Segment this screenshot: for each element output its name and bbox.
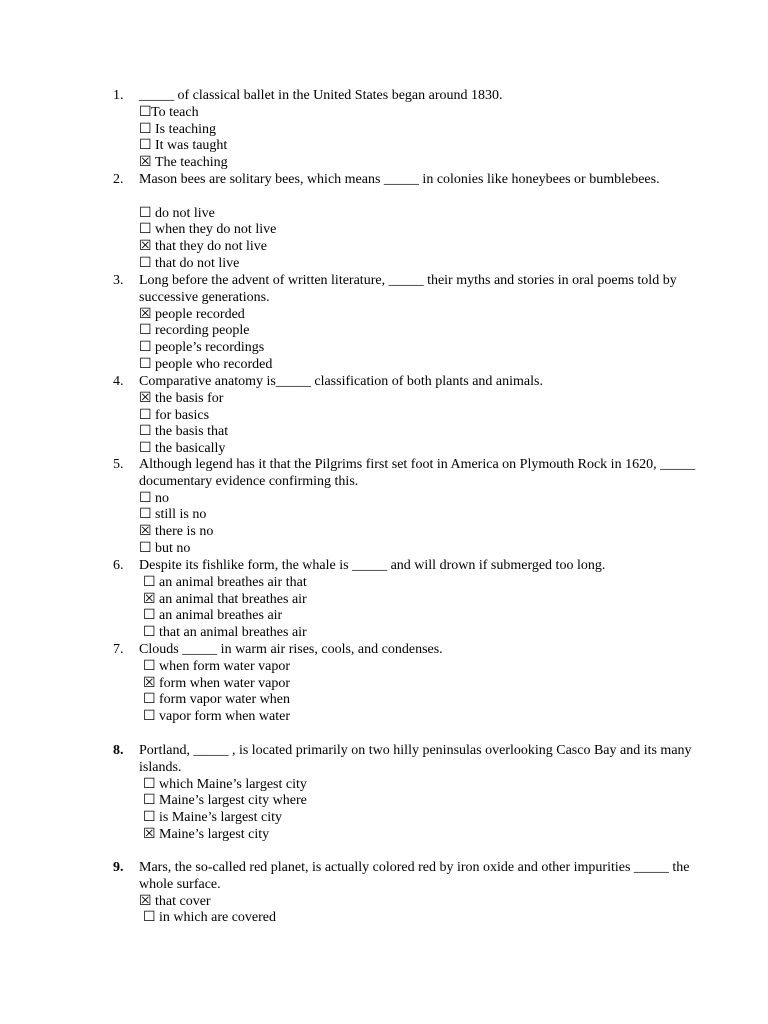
option-list — [139, 307, 272, 374]
option-label: that an animal breathes air — [159, 625, 307, 641]
checkbox-icon[interactable]: ☐ — [143, 692, 156, 708]
checkbox-icon[interactable]: ☐ — [139, 340, 152, 356]
option-list — [139, 206, 276, 273]
option[interactable] — [143, 625, 307, 642]
checkbox-icon[interactable]: ☐ — [139, 138, 152, 154]
checkbox-icon[interactable]: ☐ — [139, 205, 152, 221]
checkbox-icon[interactable]: ☐ — [139, 490, 152, 506]
question-text: Mason bees are solitary bees, which means _____ in colonies like honeybees or bumblebees. — [139, 172, 660, 187]
option-label: when form water vapor — [159, 658, 291, 674]
option-list — [143, 659, 290, 726]
option[interactable] — [143, 608, 307, 625]
option-label: form when water vapor — [159, 675, 291, 691]
question-text: Long before the advent of written literature, _____ their myths and stories in oral poems told by successive generations. — [139, 273, 677, 305]
question-number: 3. — [113, 273, 124, 288]
option-label: Maine’s largest city — [159, 826, 270, 842]
option-label: vapor form when water — [159, 709, 291, 725]
option[interactable] — [139, 524, 213, 541]
question-number: 5. — [113, 457, 124, 472]
checked-checkbox-icon[interactable]: ☒ — [139, 306, 152, 322]
option[interactable] — [139, 541, 213, 558]
checkbox-icon[interactable]: ☐ — [139, 323, 152, 339]
checkbox-icon[interactable]: ☐ — [139, 104, 152, 120]
option-label: people’s recordings — [155, 340, 265, 356]
checked-checkbox-icon[interactable]: ☒ — [139, 524, 152, 540]
question-text: Despite its fishlike form, the whale is _____ and will drown if submerged too long. — [139, 558, 606, 573]
option[interactable] — [139, 222, 276, 239]
option-label: the basis that — [155, 424, 229, 440]
option[interactable] — [139, 357, 272, 374]
option[interactable] — [143, 575, 307, 592]
checked-checkbox-icon[interactable]: ☒ — [139, 390, 152, 406]
option-label: that they do not live — [155, 239, 267, 255]
checkbox-icon[interactable]: ☐ — [139, 222, 152, 238]
checked-checkbox-icon[interactable]: ☒ — [143, 826, 156, 842]
option[interactable] — [143, 692, 290, 709]
option-label: form vapor water when — [159, 692, 291, 708]
option-label: The teaching — [155, 155, 228, 171]
option-list — [139, 894, 276, 928]
option-label: people who recorded — [155, 356, 273, 372]
checkbox-icon[interactable]: ☐ — [139, 407, 152, 423]
question-text: Although legend has it that the Pilgrims first set foot in America on Plymouth Rock in 1620, _____ documentary evidence confirming this. — [139, 457, 696, 489]
option[interactable] — [139, 122, 228, 139]
option-label: no — [155, 490, 169, 506]
option-label: for basics — [155, 407, 210, 423]
checkbox-icon[interactable]: ☐ — [139, 507, 152, 523]
option-label: in which are covered — [159, 910, 276, 926]
option[interactable] — [139, 424, 228, 441]
checkbox-icon[interactable]: ☐ — [139, 356, 152, 372]
question-text: Portland, _____ , is located primarily on two hilly peninsulas overlooking Casco Bay and its many islands. — [139, 743, 692, 775]
checkbox-icon[interactable]: ☐ — [143, 608, 156, 624]
option-label: recording people — [155, 323, 250, 339]
option[interactable] — [139, 491, 213, 508]
option[interactable] — [143, 676, 290, 693]
option-label: Maine’s largest city where — [159, 793, 307, 809]
option-label: an animal that breathes air — [159, 591, 307, 607]
option-label: when they do not live — [155, 222, 277, 238]
option-label: people recorded — [155, 306, 245, 322]
option-label: an animal breathes air that — [159, 574, 307, 590]
checked-checkbox-icon[interactable]: ☒ — [139, 239, 152, 255]
checkbox-icon[interactable]: ☐ — [143, 658, 156, 674]
checkbox-icon[interactable]: ☐ — [143, 625, 156, 641]
option[interactable] — [143, 592, 307, 609]
option[interactable] — [143, 659, 290, 676]
option[interactable] — [139, 256, 276, 273]
option[interactable] — [139, 323, 272, 340]
checkbox-icon[interactable]: ☐ — [143, 910, 156, 926]
option-list — [139, 491, 213, 558]
option[interactable] — [143, 810, 307, 827]
option[interactable] — [139, 340, 272, 357]
option-list — [139, 391, 228, 458]
option-label: there is no — [155, 524, 214, 540]
checked-checkbox-icon[interactable]: ☒ — [139, 893, 152, 909]
option[interactable] — [139, 155, 228, 172]
option-label: is Maine’s largest city — [159, 810, 282, 826]
option-label: the basis for — [155, 390, 224, 406]
option[interactable] — [139, 138, 228, 155]
option[interactable] — [143, 793, 307, 810]
checked-checkbox-icon[interactable]: ☒ — [143, 675, 156, 691]
question-text: _____ of classical ballet in the United States began around 1830. — [139, 88, 503, 103]
option-label: Is teaching — [155, 121, 217, 137]
option[interactable] — [143, 777, 307, 794]
option[interactable] — [139, 910, 276, 927]
question-number: 4. — [113, 374, 124, 389]
option-label: It was taught — [155, 138, 228, 154]
checkbox-icon[interactable]: ☐ — [139, 424, 152, 440]
question-text: Clouds _____ in warm air rises, cools, and condenses. — [139, 642, 443, 657]
checkbox-icon[interactable]: ☐ — [143, 574, 156, 590]
option-label: an animal breathes air — [159, 608, 283, 624]
option[interactable] — [139, 206, 276, 223]
option-label: To teach — [151, 104, 199, 120]
option[interactable] — [139, 441, 228, 458]
option[interactable] — [139, 307, 272, 324]
option-label: the basically — [155, 441, 226, 457]
question-number: 8. — [113, 743, 124, 758]
option[interactable] — [143, 709, 290, 726]
option[interactable] — [139, 105, 228, 122]
option-label: which Maine’s largest city — [159, 776, 307, 792]
checkbox-icon[interactable]: ☐ — [143, 709, 156, 725]
question-number: 6. — [113, 558, 124, 573]
checkbox-icon[interactable]: ☐ — [139, 121, 152, 137]
option-list — [139, 105, 228, 172]
question-text: Mars, the so-called red planet, is actually colored red by iron oxide and other impurities _____ the whole surface. — [139, 860, 690, 892]
option[interactable] — [139, 391, 228, 408]
checked-checkbox-icon[interactable]: ☒ — [143, 591, 156, 607]
option-list — [143, 777, 307, 844]
question-text: Comparative anatomy is_____ classification of both plants and animals. — [139, 374, 543, 389]
option[interactable] — [143, 827, 307, 844]
question-number: 9. — [113, 860, 124, 875]
option-label: do not live — [155, 205, 215, 221]
question-number: 7. — [113, 642, 124, 657]
option-label: still is no — [155, 507, 207, 523]
option-label: that cover — [155, 893, 211, 909]
checkbox-icon[interactable]: ☐ — [143, 810, 156, 826]
option-label: that do not live — [155, 255, 240, 271]
option[interactable] — [139, 507, 213, 524]
option[interactable] — [139, 894, 276, 911]
option-list — [143, 575, 307, 642]
option[interactable] — [139, 408, 228, 425]
checkbox-icon[interactable]: ☐ — [139, 441, 152, 457]
checked-checkbox-icon[interactable]: ☒ — [139, 155, 152, 171]
checkbox-icon[interactable]: ☐ — [139, 540, 152, 556]
checkbox-icon[interactable]: ☐ — [139, 255, 152, 271]
question-number: 2. — [113, 172, 124, 187]
question-number: 1. — [113, 88, 124, 103]
checkbox-icon[interactable]: ☐ — [143, 793, 156, 809]
option[interactable] — [139, 239, 276, 256]
option-label: but no — [155, 540, 191, 556]
checkbox-icon[interactable]: ☐ — [143, 776, 156, 792]
